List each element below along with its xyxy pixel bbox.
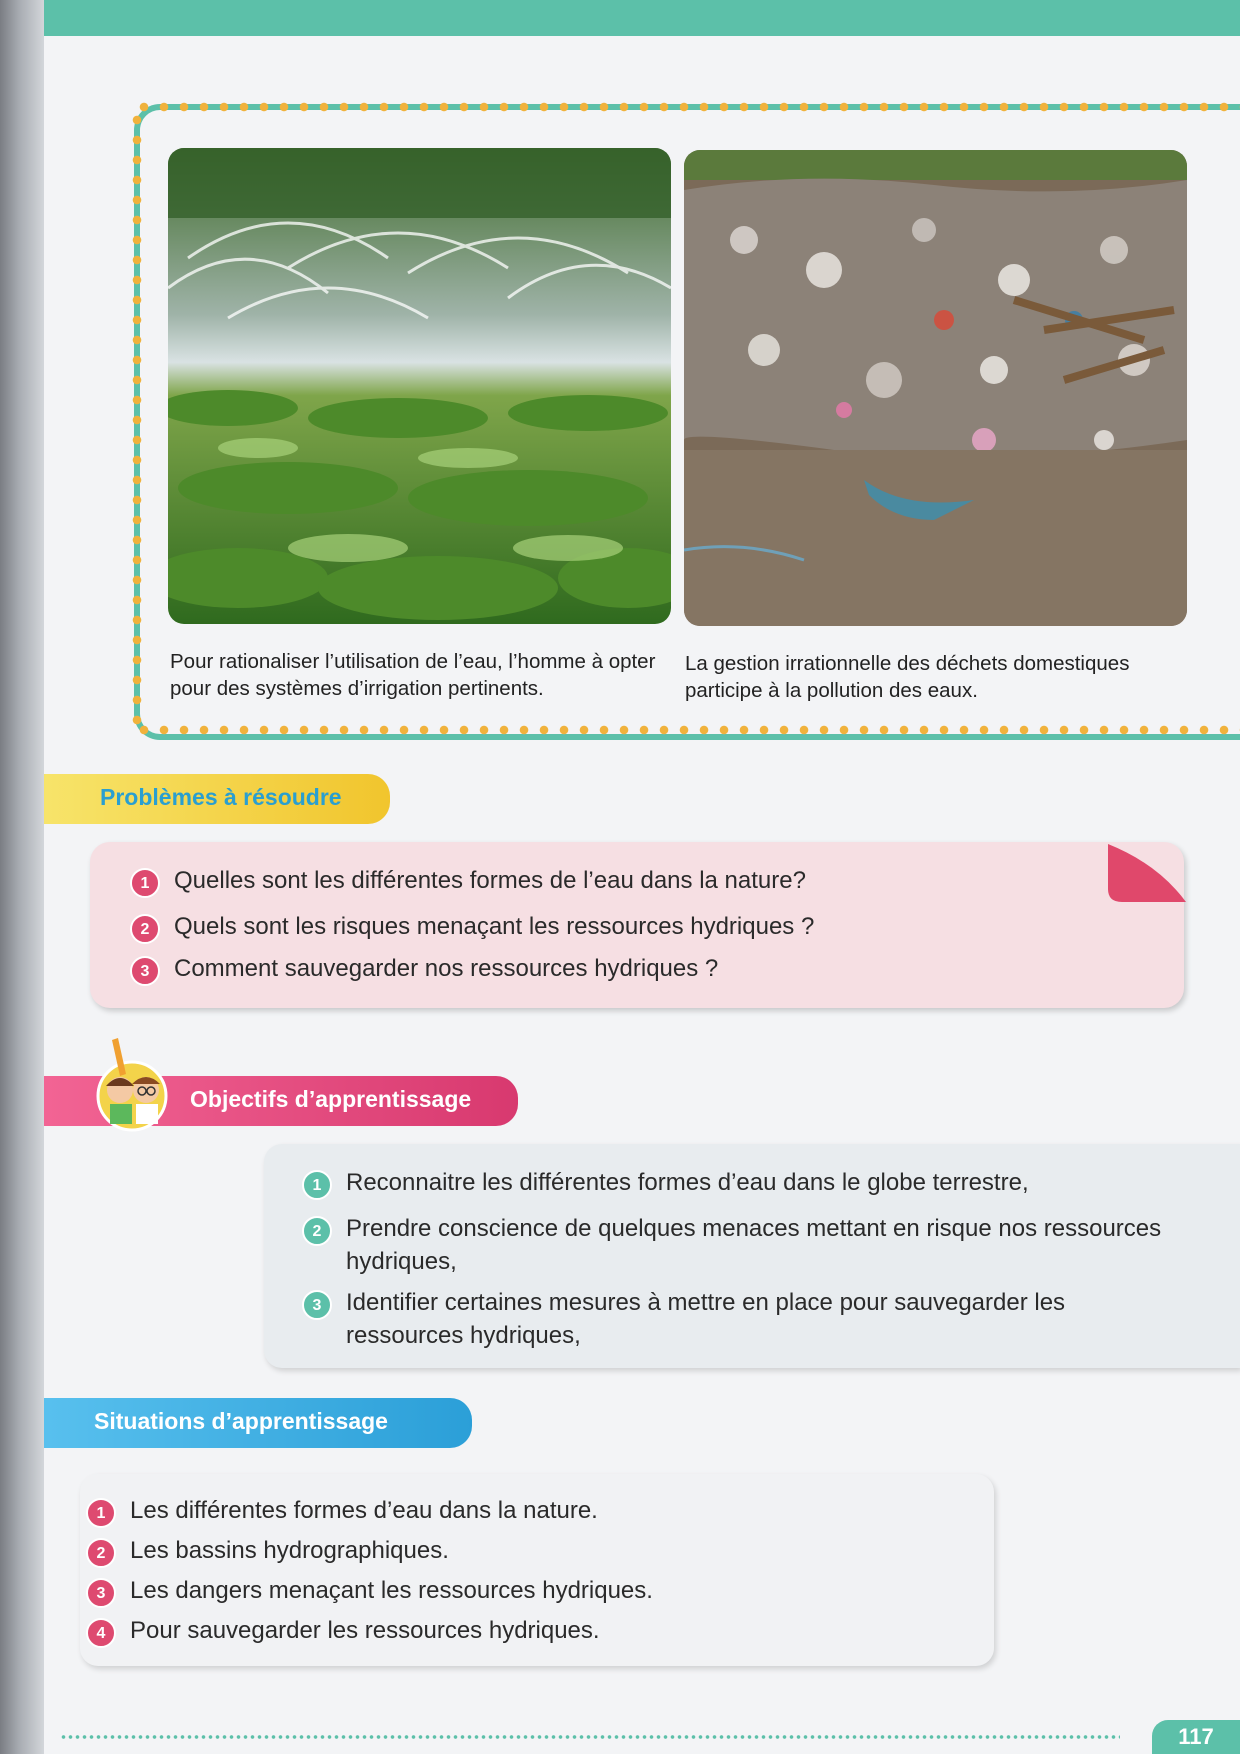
situation-item	[86, 1574, 653, 1608]
number-badge: 3	[86, 1578, 116, 1608]
number-badge: 4	[86, 1618, 116, 1648]
objectives-heading: Objectifs d’apprentissage	[44, 1076, 518, 1126]
situation-item	[86, 1534, 449, 1568]
number-badge: 1	[86, 1498, 116, 1528]
problem-text: Quelles sont les différentes formes de l’eau dans la nature?	[174, 867, 806, 894]
number-badge: 2	[302, 1216, 332, 1246]
objective-text: Prendre conscience de quelques menaces mettant en risque nos ressources hydriques,	[346, 1215, 1162, 1275]
problem-text: Quels sont les risques menaçant les ressources hydriques ?	[174, 913, 815, 940]
situation-text: Les bassins hydrographiques.	[130, 1537, 449, 1564]
dotted-border-top	[134, 100, 1240, 114]
dotted-border-left	[130, 110, 144, 730]
irrigation-caption: Pour rationaliser l’utilisation de l’eau, l’homme à opter pour des systèmes d’irrigation pertinents.	[170, 650, 656, 700]
situation-item	[86, 1614, 600, 1648]
kids-mascot-icon	[86, 1034, 180, 1134]
page-number: 117	[1152, 1720, 1240, 1754]
objective-item	[302, 1286, 1162, 1352]
objective-text: Identifier certaines mesures à mettre en place pour sauvegarder les ressources hydriques,	[346, 1289, 1066, 1349]
number-badge: 2	[130, 914, 160, 944]
problem-text: Comment sauvegarder nos ressources hydriques ?	[174, 955, 719, 982]
problems-heading: Problèmes à résoudre	[44, 774, 390, 824]
problem-item	[130, 864, 806, 898]
dotted-border-bottom	[134, 723, 1240, 737]
top-color-band	[0, 0, 1240, 36]
problem-item	[130, 952, 718, 986]
irrigation-photo	[168, 148, 671, 624]
number-badge: 3	[302, 1290, 332, 1320]
page-corner-tab-icon	[1098, 844, 1188, 904]
situation-text: Les dangers menaçant les ressources hydriques.	[130, 1577, 653, 1604]
number-badge: 2	[86, 1538, 116, 1568]
situation-text: Les différentes formes d’eau dans la nature.	[130, 1497, 598, 1524]
situations-heading: Situations d’apprentissage	[44, 1398, 472, 1448]
number-badge: 1	[302, 1170, 332, 1200]
waste-caption: La gestion irrationnelle des déchets domestiques participe à la pollution des eaux.	[685, 652, 1130, 702]
waste-dump-photo	[684, 150, 1187, 626]
situation-text: Pour sauvegarder les ressources hydriques.	[130, 1617, 600, 1644]
number-badge: 3	[130, 956, 160, 986]
situation-item	[86, 1494, 598, 1528]
problem-item	[130, 910, 814, 944]
footer-dotted-line	[60, 1733, 1120, 1741]
objective-item	[302, 1166, 1162, 1200]
number-badge: 1	[130, 868, 160, 898]
objective-item	[302, 1212, 1162, 1278]
objective-text: Reconnaitre les différentes formes d’eau dans le globe terrestre,	[346, 1169, 1029, 1196]
book-spine-shadow	[0, 0, 44, 1754]
